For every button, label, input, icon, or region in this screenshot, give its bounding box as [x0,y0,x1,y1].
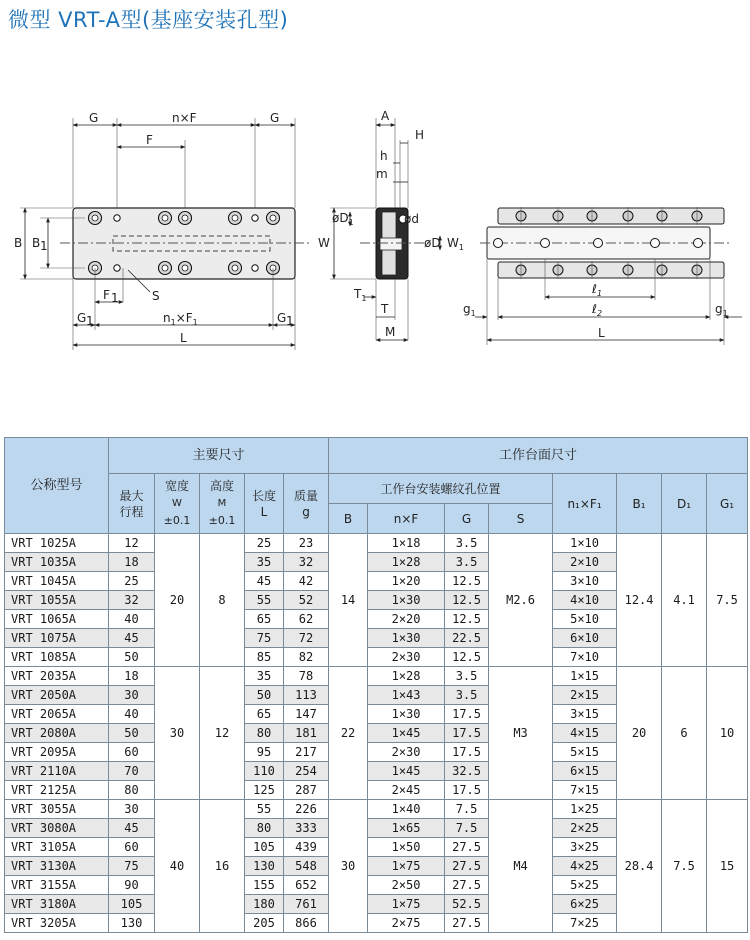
cell-nf: 1×30 [368,591,445,610]
header-b1: B₁ [617,474,662,534]
cell-g: 32.5 [445,762,489,781]
cell-g: 27.5 [445,857,489,876]
cell-g: 3.5 [445,553,489,572]
dim-h-label: h [380,149,388,163]
dim-w1-label: $W_1$ [447,236,464,252]
cell-length: 105 [245,838,284,857]
header-model: 公称型号 [5,438,109,534]
cell-b1: 12.4 [617,534,662,667]
cell-nf: 1×40 [368,800,445,819]
tapped-hole [252,265,258,271]
cell-nf: 1×65 [368,819,445,838]
dim-w-label: W [318,236,330,250]
cell-stroke: 45 [109,629,155,648]
cell-g: 52.5 [445,895,489,914]
spec-table-body [5,534,748,933]
cell-height: 12 [200,667,245,800]
table-hole [541,239,550,248]
cell-nf: 1×45 [368,762,445,781]
cell-model: VRT 2110A [5,762,109,781]
dim-l1-label: ℓ$_1$ [592,282,603,298]
cell-stroke: 30 [109,686,155,705]
dim-g1-front-right-label: $g_1$ [715,302,728,318]
cell-stroke: 60 [109,743,155,762]
header-d1: D₁ [662,474,707,534]
cell-stroke: 75 [109,857,155,876]
cell-stroke: 50 [109,724,155,743]
cell-length: 55 [245,800,284,819]
cell-b: 30 [329,800,368,933]
cell-g1: 7.5 [707,534,748,667]
cell-n1f1: 7×15 [553,781,617,800]
cell-mass: 548 [284,857,329,876]
cell-model: VRT 3205A [5,914,109,933]
cell-n1f1: 5×25 [553,876,617,895]
cell-model: VRT 1045A [5,572,109,591]
cell-n1f1: 1×15 [553,667,617,686]
cell-mass: 439 [284,838,329,857]
dim-g-right-label: G [270,111,280,125]
cell-n1f1: 1×25 [553,800,617,819]
header-b: B [329,504,368,534]
cell-length: 65 [245,705,284,724]
cell-n1f1: 6×15 [553,762,617,781]
dim-f-label: F [146,133,153,147]
cell-length: 125 [245,781,284,800]
cell-width: 20 [155,534,200,667]
dim-big-d-label: øD [424,236,441,250]
cell-g: 17.5 [445,781,489,800]
cell-nf: 2×30 [368,743,445,762]
cell-mass: 113 [284,686,329,705]
cell-model: VRT 2080A [5,724,109,743]
header-stroke: 最大 行程 [109,474,155,534]
cell-stroke: 18 [109,667,155,686]
cell-mass: 652 [284,876,329,895]
cell-n1f1: 3×10 [553,572,617,591]
cell-model: VRT 2050A [5,686,109,705]
cell-g: 22.5 [445,629,489,648]
cell-model: VRT 2035A [5,667,109,686]
cell-width: 30 [155,667,200,800]
cell-nf: 1×43 [368,686,445,705]
cell-mass: 82 [284,648,329,667]
cell-g1: 10 [707,667,748,800]
header-height: 高度 M ±0.1 [200,474,245,534]
cell-g: 7.5 [445,800,489,819]
cell-n1f1: 4×10 [553,591,617,610]
cell-g: 17.5 [445,705,489,724]
cell-length: 80 [245,724,284,743]
cell-mass: 42 [284,572,329,591]
cell-stroke: 130 [109,914,155,933]
cell-nf: 1×28 [368,553,445,572]
cell-nf: 2×20 [368,610,445,629]
cell-n1f1: 2×15 [553,686,617,705]
cell-stroke: 30 [109,800,155,819]
cell-stroke: 80 [109,781,155,800]
cell-s: M3 [489,667,553,800]
cell-g1: 15 [707,800,748,933]
table-hole [651,239,660,248]
cell-nf: 2×30 [368,648,445,667]
cell-n1f1: 3×15 [553,705,617,724]
cell-model: VRT 1085A [5,648,109,667]
cell-length: 180 [245,895,284,914]
dim-l-front-label: L [598,326,605,340]
table-hole [694,239,703,248]
cell-length: 50 [245,686,284,705]
tapped-hole [252,215,258,221]
cell-g: 7.5 [445,819,489,838]
cell-nf: 2×75 [368,914,445,933]
cell-s: M4 [489,800,553,933]
cell-nf: 1×18 [368,534,445,553]
cell-d1: 7.5 [662,800,707,933]
cell-stroke: 105 [109,895,155,914]
cell-model: VRT 3105A [5,838,109,857]
cell-length: 80 [245,819,284,838]
header-n1f1: n₁×F₁ [553,474,617,534]
cell-n1f1: 3×25 [553,838,617,857]
cell-nf: 2×50 [368,876,445,895]
cell-length: 25 [245,534,284,553]
spec-table [4,437,748,933]
cell-mass: 23 [284,534,329,553]
front-view [463,207,742,345]
cell-height: 8 [200,534,245,667]
cell-g: 17.5 [445,724,489,743]
cell-n1f1: 4×15 [553,724,617,743]
dim-f1-label: F [103,288,110,302]
table-row [5,667,748,686]
cell-length: 155 [245,876,284,895]
cell-g: 17.5 [445,743,489,762]
cell-stroke: 12 [109,534,155,553]
cell-length: 110 [245,762,284,781]
cell-height: 16 [200,800,245,933]
cell-g: 12.5 [445,572,489,591]
cell-nf: 1×30 [368,705,445,724]
cell-nf: 2×45 [368,781,445,800]
cell-stroke: 45 [109,819,155,838]
cell-s: M2.6 [489,534,553,667]
cell-n1f1: 1×10 [553,534,617,553]
cell-model: VRT 3130A [5,857,109,876]
cell-model: VRT 2095A [5,743,109,762]
cell-b1: 28.4 [617,800,662,933]
cell-nf: 1×50 [368,838,445,857]
cell-nf: 1×20 [368,572,445,591]
sub-1: 1 [40,239,48,253]
sub-1: 1 [111,291,119,305]
cell-stroke: 90 [109,876,155,895]
side-view [318,109,464,340]
cell-mass: 254 [284,762,329,781]
dim-nf-label: n×F [172,111,197,125]
cell-mass: 147 [284,705,329,724]
header-g: G [445,504,489,534]
cell-mass: 181 [284,724,329,743]
header-main-dims: 主要尺寸 [109,438,329,474]
header-table-dims: 工作台面尺寸 [329,438,748,474]
cell-stroke: 25 [109,572,155,591]
header-nf: n×F [368,504,445,534]
dim-a-label: A [381,109,390,123]
table-hole [594,239,603,248]
cell-g: 3.5 [445,667,489,686]
cell-mass: 761 [284,895,329,914]
cell-g: 3.5 [445,686,489,705]
dim-t-label: T [381,302,389,316]
cell-mass: 217 [284,743,329,762]
cell-length: 205 [245,914,284,933]
cell-mass: 226 [284,800,329,819]
cell-length: 130 [245,857,284,876]
cell-g: 12.5 [445,648,489,667]
cell-mass: 72 [284,629,329,648]
cell-g: 12.5 [445,610,489,629]
dim-g1-label: G [77,311,87,325]
dim-b-label: B [14,236,23,250]
dim-l2-label: ℓ$_2$ [592,302,603,318]
page-title: 微型 VRT-A型(基座安装孔型) [8,8,289,32]
cell-n1f1: 2×25 [553,819,617,838]
cell-b1: 20 [617,667,662,800]
dim-g1-front-label: $g_1$ [463,302,476,318]
table-row [5,800,748,819]
cell-stroke: 40 [109,705,155,724]
cell-length: 45 [245,572,284,591]
cell-stroke: 50 [109,648,155,667]
cell-n1f1: 2×10 [553,553,617,572]
cell-b: 14 [329,534,368,667]
cell-model: VRT 3080A [5,819,109,838]
cell-stroke: 32 [109,591,155,610]
cell-model: VRT 1075A [5,629,109,648]
cell-n1f1: 6×10 [553,629,617,648]
cell-n1f1: 7×10 [553,648,617,667]
cell-nf: 1×30 [368,629,445,648]
cell-model: VRT 2125A [5,781,109,800]
dim-d1-label: $øD_1$ [332,211,354,227]
dim-h-upper-label: H [415,128,425,142]
header-width: 宽度 W ±0.1 [155,474,200,534]
cell-model: VRT 1055A [5,591,109,610]
tapped-hole [114,265,120,271]
header-g1: G₁ [707,474,748,534]
dim-l-label: L [180,331,187,345]
cell-length: 65 [245,610,284,629]
dim-t1-label: $T_1$ [354,287,367,303]
cell-length: 85 [245,648,284,667]
cell-g: 3.5 [445,534,489,553]
cell-length: 35 [245,667,284,686]
top-view [14,111,310,350]
cell-n1f1: 4×25 [553,857,617,876]
cell-g: 27.5 [445,838,489,857]
cell-stroke: 18 [109,553,155,572]
cell-mass: 78 [284,667,329,686]
cell-d1: 4.1 [662,534,707,667]
cell-mass: 333 [284,819,329,838]
cell-length: 35 [245,553,284,572]
dim-m-label: M [385,325,396,339]
dim-b1-label: B [32,236,41,250]
cell-width: 40 [155,800,200,933]
table-hole [494,239,503,248]
cell-model: VRT 3180A [5,895,109,914]
header-mount-holes: 工作台安装螺纹孔位置 [329,474,553,504]
cell-model: VRT 3155A [5,876,109,895]
cell-n1f1: 6×25 [553,895,617,914]
cell-n1f1: 5×15 [553,743,617,762]
dim-g-label: G [89,111,99,125]
cell-g: 27.5 [445,876,489,895]
table-row [5,534,748,553]
cell-length: 55 [245,591,284,610]
dim-n1f1-label: $n_1\times F_1$ [163,311,198,327]
cell-length: 95 [245,743,284,762]
tapped-hole [114,215,120,221]
technical-drawing [0,95,750,365]
cell-g: 27.5 [445,914,489,933]
cell-model: VRT 2065A [5,705,109,724]
cell-model: VRT 1065A [5,610,109,629]
dim-g1-right-label: G [277,311,287,325]
cell-nf: 1×75 [368,895,445,914]
sub-1: 1 [86,314,94,328]
cell-mass: 62 [284,610,329,629]
header-s: S [489,504,553,534]
cell-n1f1: 5×10 [553,610,617,629]
cell-length: 75 [245,629,284,648]
cell-mass: 287 [284,781,329,800]
cell-mass: 32 [284,553,329,572]
cell-nf: 1×28 [368,667,445,686]
header-length: 长度 L [245,474,284,534]
dim-m-small-label: m [376,167,388,181]
cell-d1: 6 [662,667,707,800]
cell-mass: 866 [284,914,329,933]
header-mass: 质量 g [284,474,329,534]
cell-model: VRT 1025A [5,534,109,553]
cell-nf: 1×45 [368,724,445,743]
cell-stroke: 40 [109,610,155,629]
sub-1: 1 [286,314,294,328]
cell-g: 12.5 [445,591,489,610]
cell-n1f1: 7×25 [553,914,617,933]
cell-b: 22 [329,667,368,800]
cell-nf: 1×75 [368,857,445,876]
cell-mass: 52 [284,591,329,610]
cell-model: VRT 1035A [5,553,109,572]
dim-d-label: ød [404,212,419,226]
dim-s-label: S [152,289,160,303]
cell-stroke: 60 [109,838,155,857]
cell-model: VRT 3055A [5,800,109,819]
cell-stroke: 70 [109,762,155,781]
